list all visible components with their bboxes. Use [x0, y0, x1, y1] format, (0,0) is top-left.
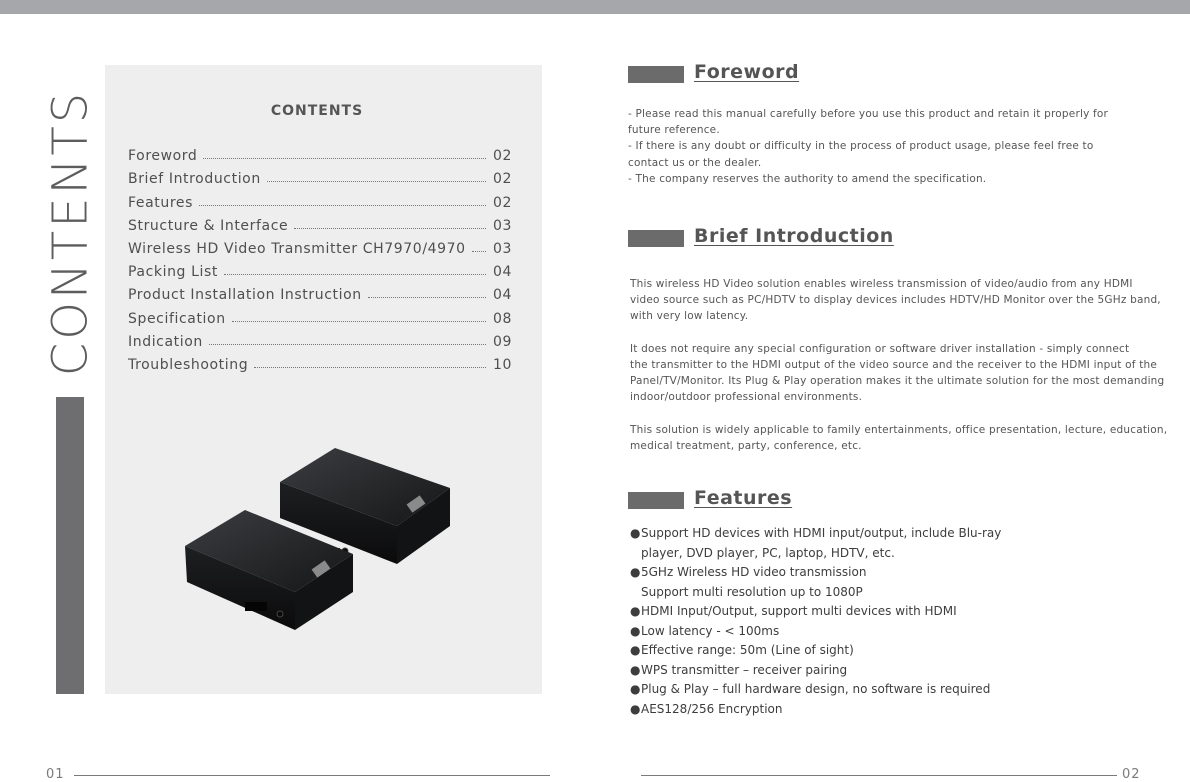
toc-leader-dots [209, 344, 486, 345]
text-line: with very low latency. [630, 310, 749, 323]
toc-label: Packing List [128, 264, 218, 281]
toc-leader-dots [199, 205, 486, 206]
bullet-icon: ● [630, 565, 641, 579]
text-line: contact us or the dealer. [628, 156, 762, 169]
text-line: - The company reserves the authority to amend the specification. [628, 172, 987, 185]
list-item: player, DVD player, PC, laptop, HDTV, etc. [641, 545, 895, 560]
toc-page-number: 03 [492, 240, 512, 257]
list-item: ●Plug & Play – full hardware design, no software is required [630, 680, 1170, 700]
list-item: ●HDMI Input/Output, support multi devices with HDMI [630, 602, 1170, 622]
text-line: indoor/outdoor professional environments. [630, 391, 863, 404]
toc-entry-wireless-transmitter[interactable] [128, 234, 512, 257]
toc-page-number: 02 [492, 194, 512, 211]
text-line: This solution is widely applicable to family entertainments, office presentation, lecture, education, [630, 423, 1168, 436]
list-item: ●Effective range: 50m (Line of sight) [630, 641, 1170, 661]
text-line: medical treatment, party, conference, etc. [630, 440, 862, 453]
list-item: ●Support HD devices with HDMI input/output, include Blu-ray [630, 524, 1170, 544]
toc-label: Brief Introduction [128, 171, 261, 188]
bullet-icon: ● [630, 682, 641, 696]
toc-label: Product Installation Instruction [128, 287, 362, 304]
toc-label: Structure & Interface [128, 217, 289, 234]
text-line: future reference. [628, 124, 720, 137]
toc-entry-structure-interface[interactable] [128, 211, 512, 234]
bullet-icon: ● [630, 662, 641, 677]
section-marker-brief-introduction [628, 230, 684, 247]
bullet-icon: ● [630, 643, 641, 657]
toc-label: Features [128, 194, 193, 211]
text-line: video source such as PC/HDTV to display devices includes HDTV/HD Monitor over the 5GHz band, [630, 294, 1161, 307]
spacer [630, 406, 1170, 422]
features-list [630, 524, 1170, 719]
section-title-brief-introduction: Brief Introduction [694, 225, 894, 247]
toc-entry-indication[interactable] [128, 327, 512, 350]
toc-page-number: 02 [492, 148, 512, 165]
product-photo [185, 440, 453, 655]
toc-entry-installation[interactable] [128, 280, 512, 303]
text-line: - If there is any doubt or difficulty in the process of product usage, please feel free to [628, 140, 1094, 153]
toc-entry-features[interactable] [128, 187, 512, 210]
bullet-icon: ● [630, 623, 641, 638]
vertical-accent-bar [56, 397, 84, 694]
footer-rule-right [641, 775, 1117, 776]
text-line: It does not require any special configuration or software driver installation - simply connect [630, 342, 1130, 355]
toc-leader-dots [472, 251, 486, 252]
bullet-icon: ● [630, 604, 641, 618]
toc-leader-dots [224, 274, 486, 275]
list-item: ●5GHz Wireless HD video transmission [630, 563, 1170, 583]
toc-page-number: 04 [492, 264, 512, 281]
toc-leader-dots [368, 297, 486, 298]
toc-label: Indication [128, 333, 203, 350]
toc-leader-dots [267, 181, 486, 182]
toc-entry-troubleshooting[interactable] [128, 350, 512, 373]
text-line: - Please read this manual carefully before you use this product and retain it properly for [628, 108, 1109, 120]
toc-page-number: 03 [492, 217, 512, 234]
spacer [630, 325, 1170, 341]
toc-page-number: 08 [492, 310, 512, 327]
text-line: the transmitter to the HDMI output of the video source and the receiver to the HDMI input of the [630, 359, 1158, 372]
section-marker-features [628, 492, 684, 509]
toc-label: Troubleshooting [128, 356, 249, 373]
vertical-contents-title: CONTENTS [42, 89, 99, 377]
toc-page-number: 09 [492, 333, 512, 350]
toc-entry-brief-introduction[interactable] [128, 164, 512, 187]
toc-page-number: 04 [492, 287, 512, 304]
toc-entry-foreword[interactable] [128, 141, 512, 164]
list-item: ●Low latency - < 100ms [630, 622, 1170, 642]
toc-leader-dots [254, 367, 486, 368]
brief-introduction-text [630, 276, 1170, 454]
section-title-foreword: Foreword [694, 61, 800, 83]
footer-rule-left [74, 775, 550, 776]
contents-heading: CONTENTS [270, 103, 364, 119]
toc-leader-dots [294, 228, 486, 229]
foreword-text [628, 106, 1168, 187]
table-of-contents [128, 141, 512, 373]
list-item: ●AES128/256 Encryption [630, 700, 1170, 720]
bullet-icon: ● [630, 701, 641, 716]
page-number-right: 02 [1122, 767, 1141, 782]
toc-label: Specification [128, 310, 226, 327]
list-item: Support multi resolution up to 1080P [641, 584, 863, 599]
toc-page-number: 02 [492, 171, 512, 188]
page-number-left: 01 [46, 767, 65, 782]
toc-leader-dots [203, 158, 486, 159]
section-title-features: Features [694, 487, 793, 509]
toc-entry-packing-list[interactable] [128, 257, 512, 280]
list-item: ●WPS transmitter – receiver pairing [630, 661, 1170, 681]
toc-entry-specification[interactable] [128, 303, 512, 326]
top-bar [0, 0, 1190, 14]
toc-label: Foreword [128, 148, 198, 165]
toc-label: Wireless HD Video Transmitter CH7970/4970 [128, 240, 466, 257]
text-line: Panel/TV/Monitor. Its Plug & Play operation makes it the ultimate solution for the most demanding [630, 375, 1165, 388]
bullet-icon: ● [630, 526, 641, 540]
text-line: This wireless HD Video solution enables wireless transmission of video/audio from any HDMI [630, 278, 1133, 290]
toc-page-number: 10 [492, 356, 512, 373]
section-marker-foreword [628, 66, 684, 83]
toc-leader-dots [232, 321, 486, 322]
